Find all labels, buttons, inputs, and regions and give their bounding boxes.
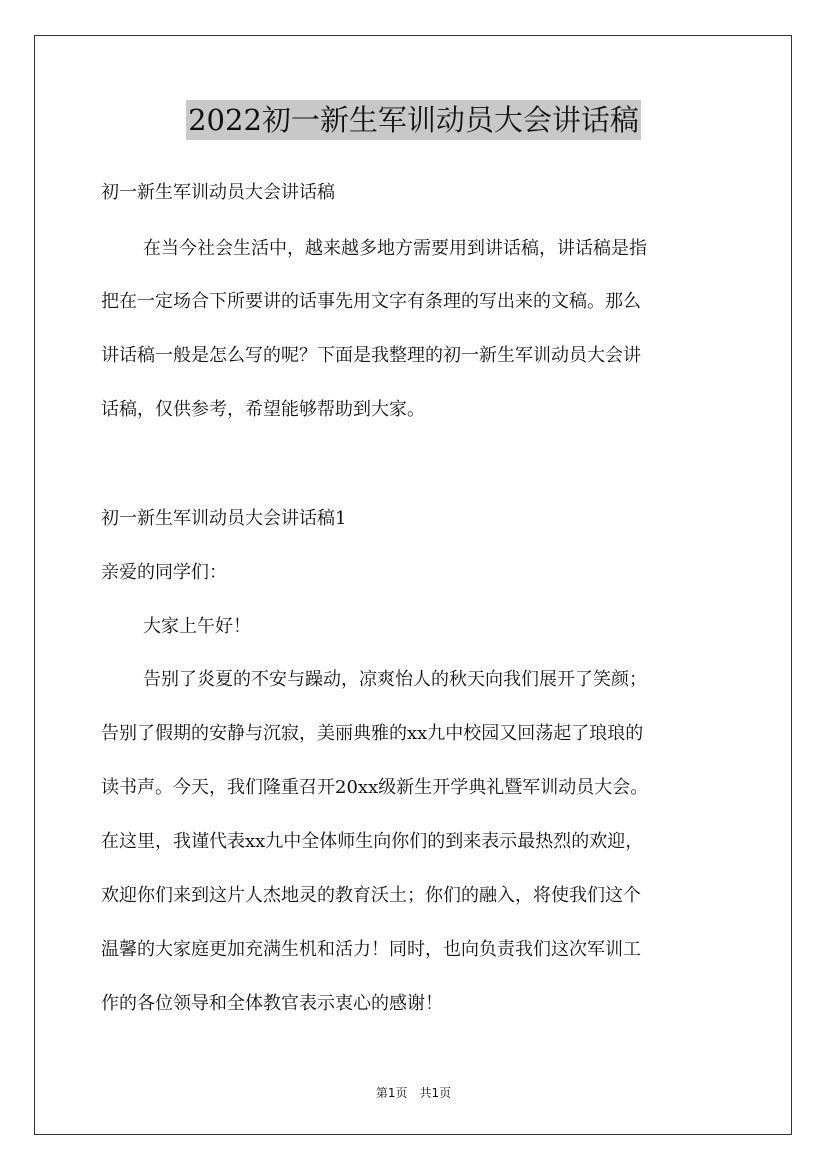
intro-line-4: 话稿，仅供参考，希望能够帮助到大家。 xyxy=(101,399,425,420)
document-subtitle: 初一新生军训动员大会讲话稿 xyxy=(101,182,335,203)
intro-line-1: 在当今社会生活中，越来越多地方需要用到讲话稿，讲话稿是指 xyxy=(143,238,647,259)
body-line-7: 作的各位领导和全体教官表示衷心的感谢！ xyxy=(101,993,443,1014)
title-container xyxy=(0,100,827,140)
salutation: 亲爱的同学们： xyxy=(101,562,227,583)
section-heading: 初一新生军训动员大会讲话稿1 xyxy=(101,508,347,529)
body-line-2: 告别了假期的安静与沉寂，美丽典雅的xx九中校园又回荡起了琅琅的 xyxy=(101,723,644,744)
body-line-4: 在这里，我谨代表xx九中全体师生向你们的到来表示最热烈的欢迎， xyxy=(101,831,644,852)
intro-line-2: 把在一定场合下所要讲的话事先用文字有条理的写出来的文稿。那么 xyxy=(101,291,641,312)
document-title: 2022初一新生军训动员大会讲话稿 xyxy=(186,100,641,140)
body-line-5: 欢迎你们来到这片人杰地灵的教育沃土；你们的融入，将使我们这个 xyxy=(101,885,641,906)
body-line-3: 读书声。今天，我们隆重召开20xx级新生开学典礼暨军训动员大会。 xyxy=(101,777,649,798)
body-line-6: 温馨的大家庭更加充满生机和活力！同时，也向负责我们这次军训工 xyxy=(101,939,641,960)
page-footer: 第1页 共1页 xyxy=(375,1086,452,1100)
body-line-1: 告别了炎夏的不安与躁动，凉爽怡人的秋天向我们展开了笑颜； xyxy=(143,669,647,690)
intro-line-3: 讲话稿一般是怎么写的呢？下面是我整理的初一新生军训动员大会讲 xyxy=(101,345,641,366)
greeting: 大家上午好！ xyxy=(143,616,251,637)
